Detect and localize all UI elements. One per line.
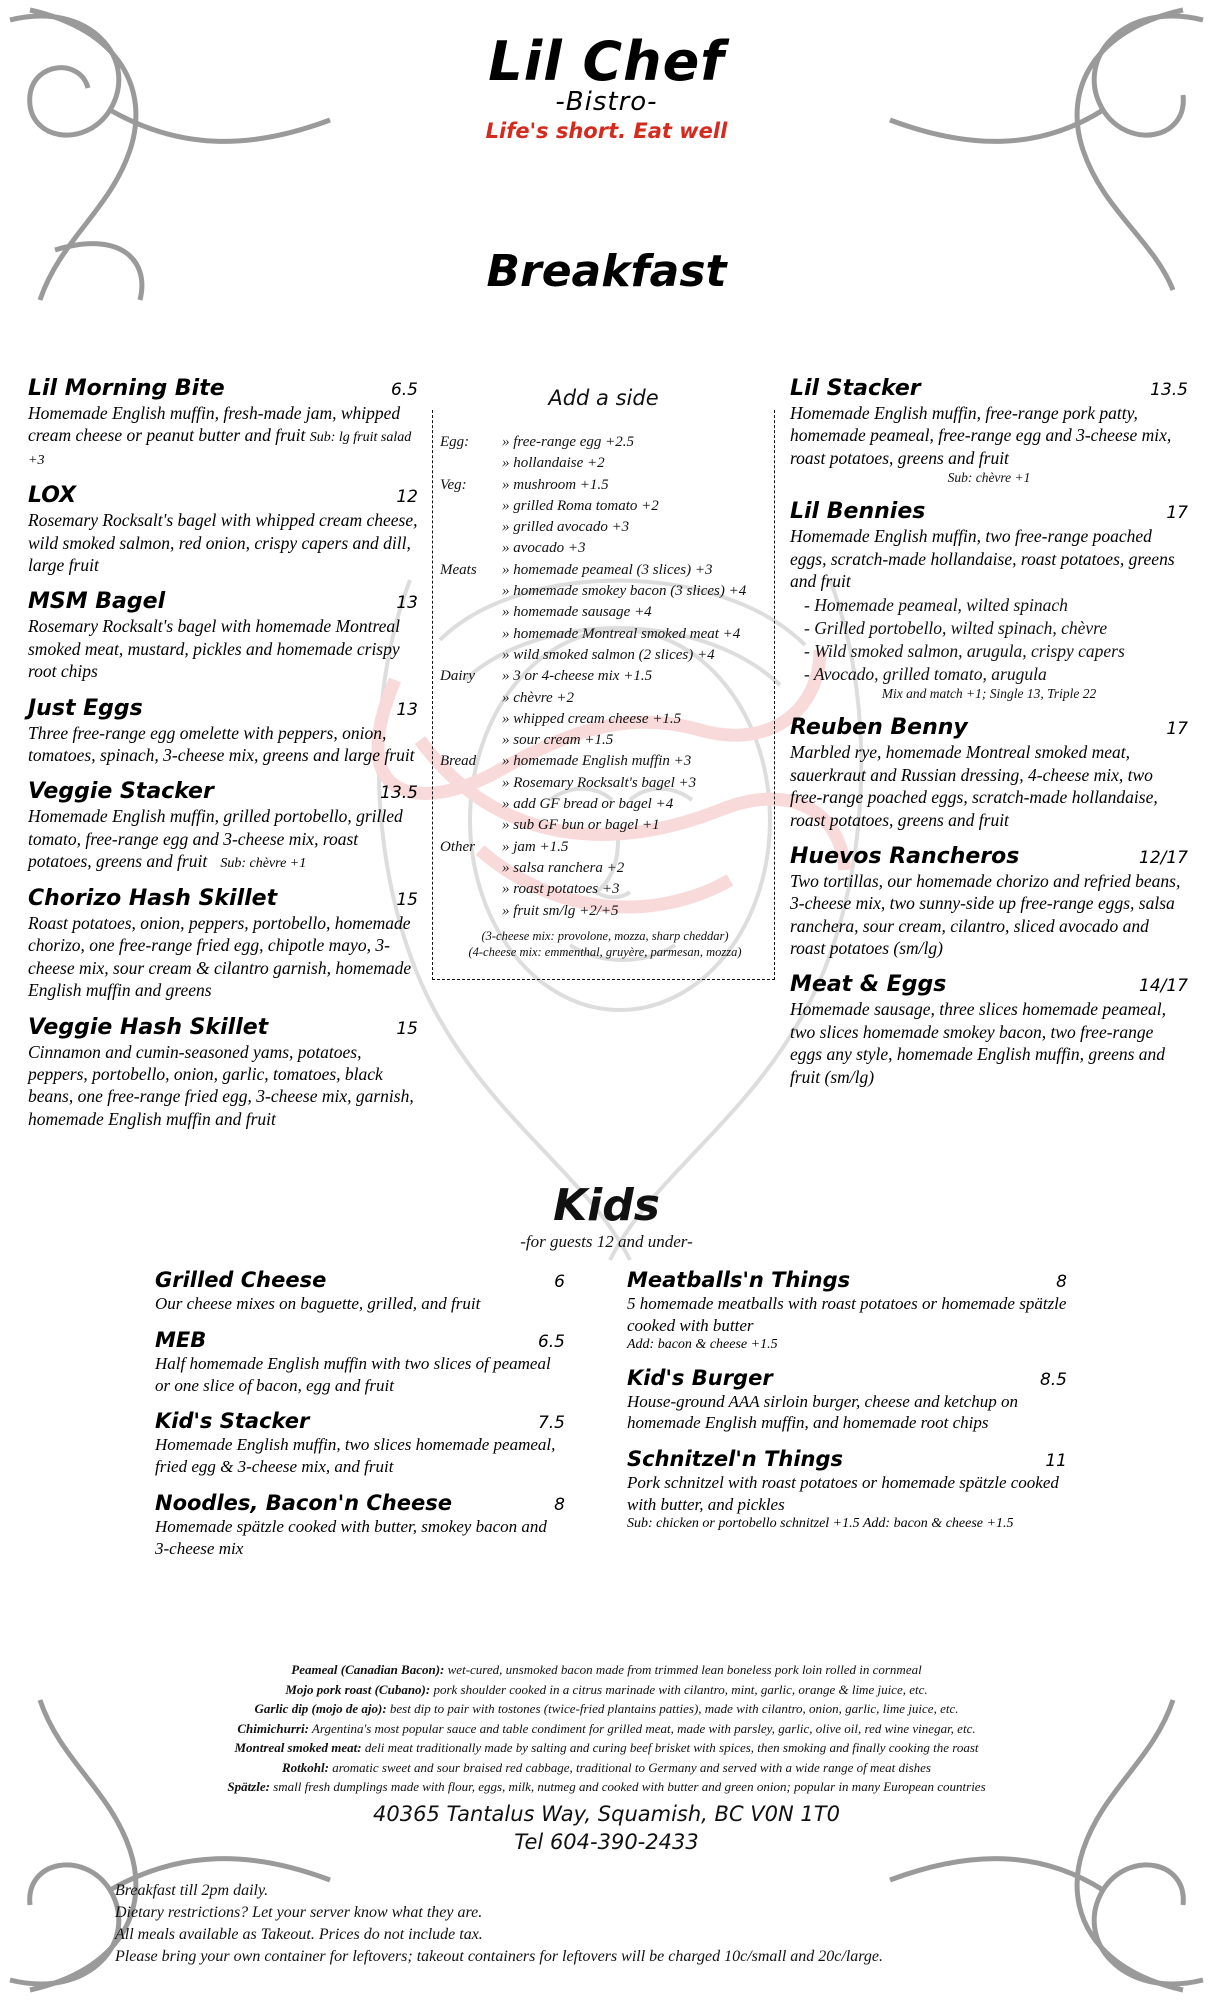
menu-item [627, 1268, 1067, 1353]
menu-item-price: 8.5 [1039, 1369, 1067, 1390]
menu-item [790, 972, 1188, 1088]
menu-item-price: 13.5 [380, 783, 418, 804]
list-item: » mushroom +1.5 [502, 476, 609, 493]
menu-item-name: Schnitzel'n Things [627, 1447, 844, 1471]
side-group [440, 560, 770, 666]
footnote-term: Rotkohl: [281, 1759, 329, 1775]
side-items [502, 432, 770, 475]
kids-right-column [627, 1268, 1067, 1545]
footnote [150, 1660, 1063, 1680]
menu-item-name: Noodles, Bacon'n Cheese [155, 1490, 452, 1515]
menu-item-price: 17 [1166, 503, 1188, 524]
menu-item-price: 6 [554, 1272, 565, 1292]
footnote [150, 1680, 1063, 1700]
menu-item-description: Homemade English muffin, two free-range poached eggs, scratch-made hollandaise, roast potatoes, greens and fruit [790, 526, 1175, 591]
benny-options-list [804, 594, 1188, 685]
footnote [150, 1758, 1063, 1778]
footnote-term: Montreal smoked meat: [234, 1740, 362, 1755]
list-item: » fruit sm/lg +2/+5 [502, 902, 619, 919]
list-item: » salsa ranchera +2 [502, 859, 625, 876]
menu-item [790, 499, 1188, 702]
menu-item [790, 844, 1188, 960]
menu-item-description: Cinnamon and cumin-seasoned yams, potatoes, peppers, portobello, onion, garlic, tomatoes, black beans, one free-range fried egg, 3-cheese mix, garnish, homemade English muffin and fruit [28, 1041, 414, 1129]
benny-note: Mix and match +1; Single 13, Triple 22 [881, 686, 1097, 702]
menu-item-description: Rosemary Rocksalt's bagel with whipped cream cheese, wild smoked salmon, red onion, crispy capers and dill, large fruit [28, 510, 418, 575]
menu-item-description: Homemade English muffin, two slices homemade peameal, fried egg & 3-cheese mix, and fruit [155, 1435, 556, 1476]
footnote [150, 1699, 1063, 1719]
side-category-label: Bread [440, 753, 477, 770]
phone-number: Tel 604-390-2433 [514, 1830, 699, 1855]
side-group [440, 432, 770, 475]
side-items [502, 837, 770, 922]
menu-item-sub: Sub: lg fruit salad +3 [28, 430, 412, 469]
list-item: » grilled avocado +3 [502, 519, 630, 536]
menu-item-name: Veggie Stacker [28, 779, 214, 805]
restaurant-address [0, 1800, 1213, 1857]
footnote-text: wet-cured, unsmoked bacon made from trimmed lean boneless pork loin rolled in cornmeal [444, 1662, 922, 1677]
menu-item-description: Homemade sausage, three slices homemade peameal, two slices homemade smokey bacon, two free-range eggs any style, homemade English muffin, greens and fruit (sm/lg) [790, 999, 1166, 1087]
side-items [502, 666, 770, 751]
cheese-mix-note-line: (3-cheese mix: provolone, mozza, sharp cheddar) [481, 928, 729, 943]
menu-item-name: Lil Stacker [790, 376, 921, 401]
footnote-text: small fresh dumplings made with flour, eggs, milk, nutmeg and cooked with butter and green onion; popular in many European countries [269, 1779, 986, 1794]
policy-line: Breakfast till 2pm daily. [115, 1882, 269, 1899]
side-items [502, 751, 770, 836]
menu-item-price: 13.5 [1150, 380, 1188, 400]
glossary-footnotes [150, 1660, 1063, 1797]
list-item: - Avocado, grilled tomato, arugula [804, 663, 1047, 684]
footnote-text: best dip to pair with tostones (twice-fried plantains patties), made with cilantro, onion, garlic, lime juice, etc. [386, 1701, 959, 1716]
menu-item [28, 483, 418, 576]
menu-item-price: 12 [396, 487, 418, 508]
menu-item-name: Grilled Cheese [155, 1268, 327, 1292]
menu-item-name: Just Eggs [28, 695, 143, 721]
kids-section-subtitle: -for guests 12 and under- [520, 1232, 693, 1251]
side-category-label: Meats [440, 561, 477, 578]
policy-line: Please bring your own container for leftovers; takeout containers for leftovers will be charged 10c/small and 20c/large. [115, 1947, 884, 1965]
menu-item-name: Chorizo Hash Skillet [28, 886, 278, 912]
brand-name: Lil Chef [488, 30, 725, 93]
side-category-label: Dairy [440, 668, 475, 685]
footnote [150, 1777, 1063, 1797]
menu-item-name: Kid's Burger [627, 1365, 773, 1390]
menu-item-price: 8 [1056, 1272, 1067, 1292]
menu-item-name: Meat & Eggs [790, 972, 947, 998]
list-item: » wild smoked salmon (2 slices) +4 [502, 646, 715, 663]
menu-item [28, 696, 418, 767]
list-item: » homemade sausage +4 [502, 604, 652, 621]
menu-item-name: Meatballs'n Things [627, 1268, 851, 1292]
menu-item [627, 1366, 1067, 1435]
menu-item-description: House-ground AAA sirloin burger, cheese and ketchup on homemade English muffin, and homemade root chips [627, 1391, 1018, 1433]
menu-item [155, 1268, 565, 1315]
menu-item-description: Marbled rye, homemade Montreal smoked meat, sauerkraut and Russian dressing, 4-cheese mix, two free-range poached eggs, scratch-made hollandaise, roast potatoes, greens and fruit [790, 742, 1158, 830]
list-item: » jam +1.5 [502, 838, 569, 855]
list-item: » hollandaise +2 [502, 455, 605, 472]
brand-tagline: Life's short. Eat well [485, 118, 728, 143]
list-item: - Homemade peameal, wilted spinach [804, 595, 1068, 616]
kids-section-title: Kids [553, 1180, 660, 1231]
breakfast-left-column [28, 376, 418, 1143]
list-item: » homemade Montreal smoked meat +4 [502, 625, 741, 642]
footnote-text: Argentina's most popular sauce and table condiment for grilled meat, made with parsley, garlic, olive oil, red wine vinegar, etc. [308, 1720, 976, 1736]
list-item: » avocado +3 [502, 540, 586, 557]
menu-item [28, 376, 418, 470]
brand-subtitle: -Bistro- [555, 86, 658, 117]
side-group [440, 751, 770, 836]
menu-item-price: 6.5 [537, 1331, 565, 1352]
menu-item-description: Rosemary Rocksalt's bagel with homemade Montreal smoked meat, mustard, pickles and homemade crispy root chips [28, 616, 400, 682]
side-items [502, 475, 770, 560]
menu-item-description: 5 homemade meatballs with roast potatoes or homemade spätzle cooked with butter [627, 1294, 1067, 1335]
menu-item-price: 7.5 [537, 1413, 565, 1434]
menu-item-sub: Sub: chèvre +1 [220, 856, 307, 872]
side-category-label: Veg: [440, 476, 467, 493]
menu-item-description [28, 402, 418, 470]
menu-item [28, 779, 418, 873]
menu-item-description: Our cheese mixes on baguette, grilled, and fruit [155, 1294, 481, 1313]
list-item: » roast potatoes +3 [502, 881, 620, 898]
kids-left-column [155, 1268, 565, 1572]
list-item: » chèvre +2 [502, 689, 575, 706]
side-group [440, 666, 770, 751]
menu-item-price: 12/17 [1139, 847, 1188, 868]
menu-item [28, 1015, 418, 1131]
footnote-term: Peameal (Canadian Bacon): [291, 1662, 445, 1677]
list-item: » Rosemary Rocksalt's bagel +3 [502, 774, 697, 791]
list-item: » sour cream +1.5 [502, 732, 614, 749]
menu-item [155, 1328, 565, 1397]
desc-text: Homemade English muffin, grilled portobello, grilled tomato, free-range egg and 3-cheese mix, roast potatoes, greens and fruit [28, 806, 403, 872]
menu-item-name: Kid's Stacker [155, 1409, 310, 1434]
menu-item-name: MEB [155, 1327, 207, 1352]
menu-item [28, 589, 418, 682]
footnote-term: Mojo pork roast (Cubano): [285, 1681, 431, 1697]
cheese-mix-note-line: (4-cheese mix: emmenthal, gruyère, parmesan, mozza) [468, 945, 742, 960]
menu-item-price: 13 [396, 699, 418, 720]
restaurant-brand [0, 30, 1213, 143]
menu-item-price: 11 [1045, 1451, 1067, 1471]
menu-item [790, 715, 1188, 831]
menu-item-sub: Sub: chicken or portobello schnitzel +1.5 Add: bacon & cheese +1.5 [627, 1515, 1014, 1531]
menu-item-price: 14/17 [1139, 976, 1188, 997]
menu-item-name: Lil Bennies [790, 499, 926, 525]
side-category-label: Egg: [440, 434, 470, 450]
cheese-mix-note [440, 928, 770, 961]
menu-item-price: 15 [396, 1018, 418, 1039]
list-item: » sub GF bun or bagel +1 [502, 817, 660, 834]
menu-item-price: 17 [1166, 719, 1188, 740]
menu-item-name: Veggie Hash Skillet [28, 1014, 269, 1040]
footnote-term: Chimichurri: [237, 1720, 309, 1736]
menu-item-name: Lil Morning Bite [28, 376, 225, 401]
menu-item-price: 15 [396, 890, 418, 911]
side-items [502, 560, 770, 666]
side-group [440, 837, 770, 922]
footnote-text: aromatic sweet and sour braised red cabbage, traditional to Germany and served with a wide range of meat dishes [328, 1759, 931, 1775]
list-item: » 3 or 4-cheese mix +1.5 [502, 668, 653, 685]
menu-item-description: Homemade English muffin, free-range pork patty, homemade peameal, free-range egg and 3-cheese mix, roast potatoes, greens and fruit [790, 403, 1172, 468]
side-category-label: Other [440, 838, 475, 855]
menu-item-description: Roast potatoes, onion, peppers, portobello, homemade chorizo, one free-range fried egg, chipotle mayo, 3-cheese mix, sour cream & cilantro garnish, homemade English muffin and greens [28, 913, 412, 1001]
menu-item-description: Two tortillas, our homemade chorizo and refried beans, 3-cheese mix, two sunny-side up free-range eggs, salsa ranchera, sour cream, cilantro, sliced avocado and roast potatoes (sm/lg) [790, 870, 1181, 959]
page-title: Breakfast [486, 246, 727, 297]
list-item: » homemade peameal (3 slices) +3 [502, 561, 713, 578]
list-item: » homemade English muffin +3 [502, 753, 692, 770]
menu-item [155, 1409, 565, 1478]
breakfast-right-column [790, 376, 1188, 1101]
list-item: » free-range egg +2.5 [502, 434, 635, 450]
add-a-side-title: Add a side [432, 386, 775, 410]
footnote-term: Spätzle: [227, 1779, 270, 1794]
menu-item-description: Three free-range egg omelette with peppers, onion, tomatoes, spinach, 3-cheese mix, greens and large fruit [28, 722, 415, 765]
menu-item [28, 886, 418, 1002]
footnote-text: pork shoulder cooked in a citrus marinade with cilantro, mint, garlic, orange & lime juice, etc. [430, 1681, 928, 1697]
add-a-side-content [440, 432, 770, 960]
footnote-text: deli meat traditionally made by salting and curing beef brisket with spices, then smoking and finally cooking the roast [361, 1740, 979, 1755]
list-item: » grilled Roma tomato +2 [502, 497, 659, 514]
list-item: » whipped cream cheese +1.5 [502, 710, 682, 727]
menu-item [155, 1491, 565, 1560]
desc-text: Homemade English muffin, fresh-made jam, whipped cream cheese or peanut butter and fruit [28, 403, 401, 446]
menu-item-sub: Sub: chèvre +1 [947, 470, 1031, 486]
menu-item [790, 376, 1188, 486]
menu-item-name: Huevos Rancheros [790, 843, 1020, 869]
list-item: » add GF bread or bagel +4 [502, 796, 674, 813]
list-item: - Wild smoked salmon, arugula, crispy capers [804, 640, 1125, 661]
list-item: » homemade smokey bacon (3 slices) +4 [502, 583, 747, 600]
menu-item-price: 6.5 [390, 380, 418, 400]
list-item: - Grilled portobello, wilted spinach, chèvre [804, 618, 1108, 639]
menu-item-price: 13 [396, 593, 418, 614]
footnote [150, 1719, 1063, 1739]
menu-item-description [28, 805, 418, 873]
menu-item-description: Homemade spätzle cooked with butter, smokey bacon and 3-cheese mix [155, 1516, 547, 1558]
menu-item-name: Reuben Benny [790, 715, 968, 741]
footnote [150, 1738, 1063, 1758]
menu-item-description: Half homemade English muffin with two slices of peameal or one slice of bacon, egg and fruit [155, 1353, 551, 1395]
menu-item-name: MSM Bagel [28, 589, 166, 615]
policy-line: Dietary restrictions? Let your server know what they are. [115, 1903, 483, 1921]
policy-notes [115, 1880, 1015, 1968]
menu-item-price: 8 [554, 1494, 565, 1515]
side-group [440, 475, 770, 560]
address-line: 40365 Tantalus Way, Squamish, BC V0N 1T0 [373, 1802, 840, 1826]
policy-line: All meals available as Takeout. Prices do not include tax. [115, 1925, 483, 1943]
menu-item-name: LOX [28, 483, 77, 509]
footnote-term: Garlic dip (mojo de ajo): [254, 1701, 387, 1716]
menu-item [627, 1447, 1067, 1532]
menu-item-description: Pork schnitzel with roast potatoes or homemade spätzle cooked with butter, and pickles [627, 1473, 1059, 1514]
menu-item-sub: Add: bacon & cheese +1.5 [627, 1336, 778, 1352]
